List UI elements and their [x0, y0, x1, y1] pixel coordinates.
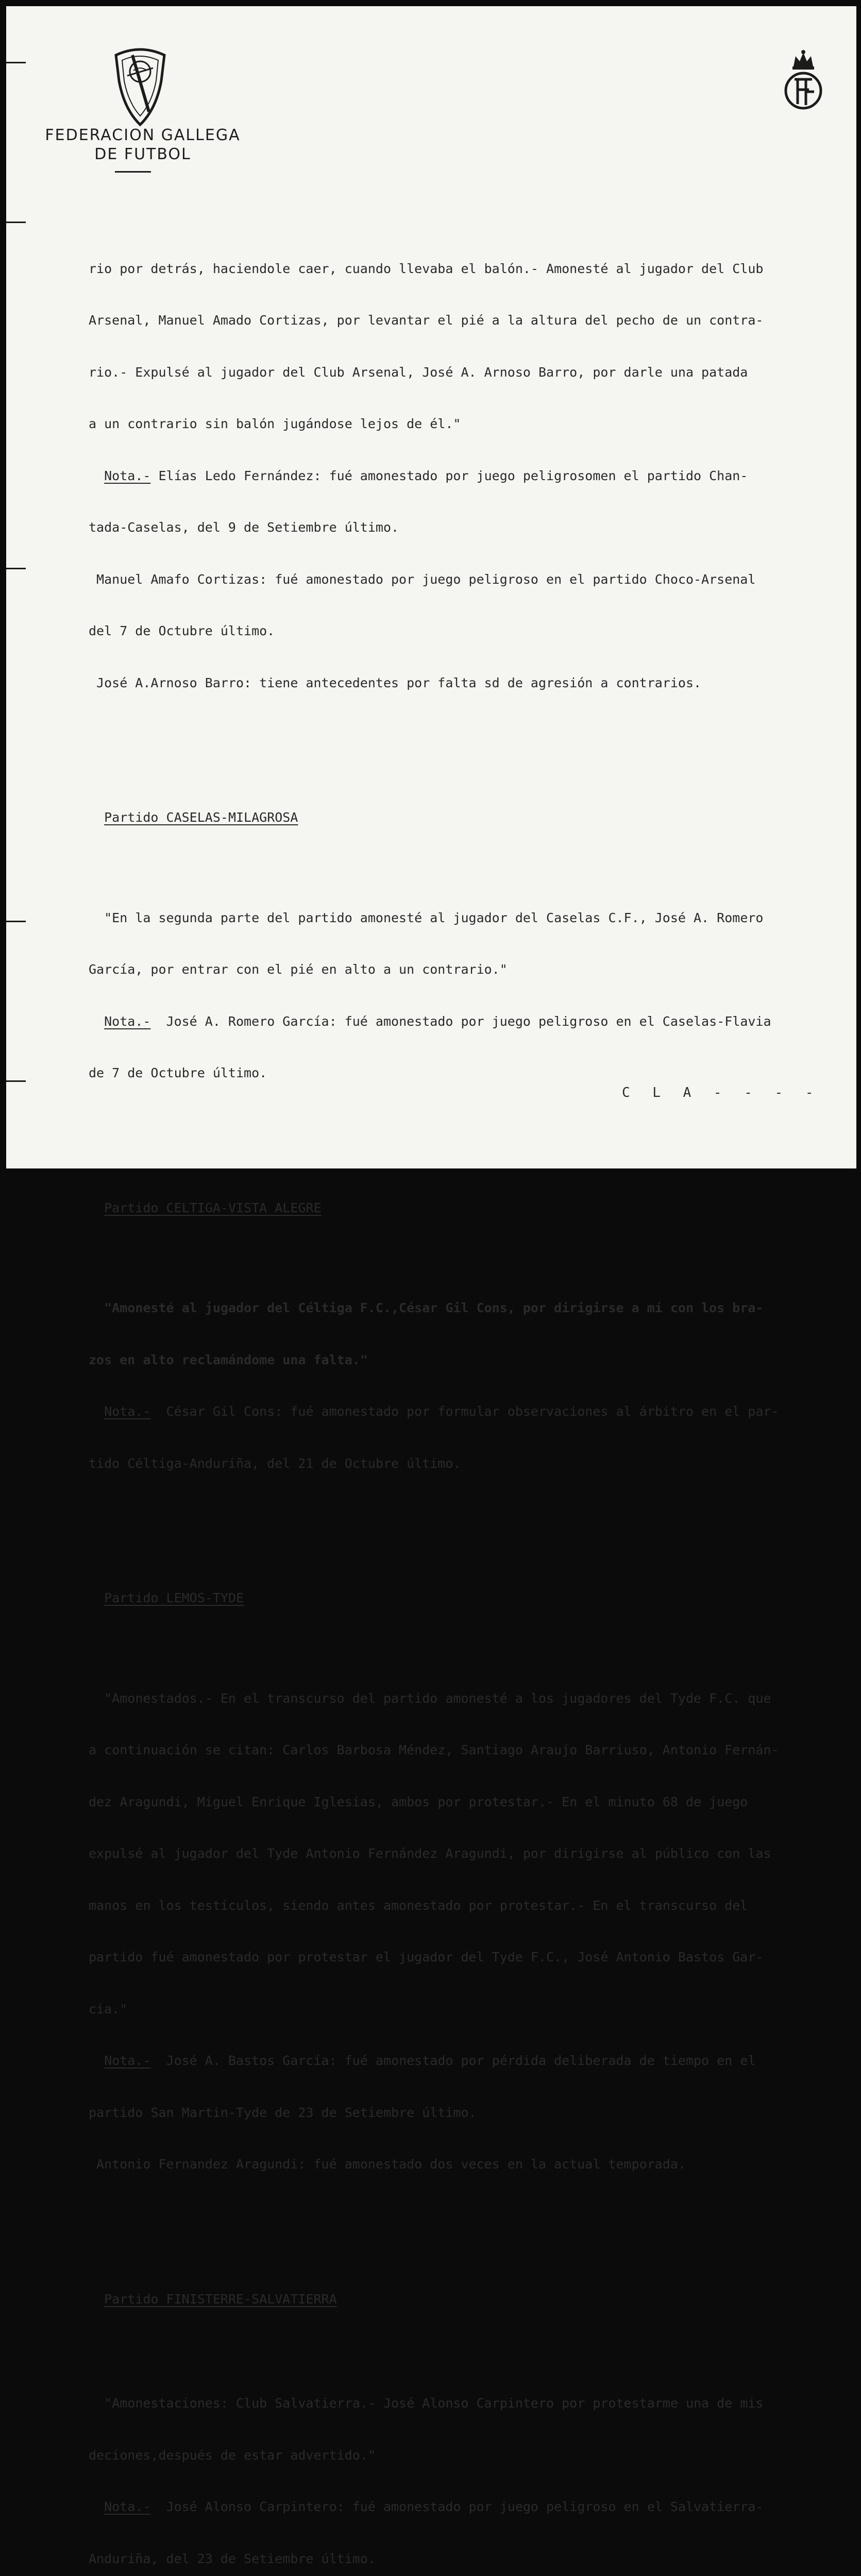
org-line-2: DE FUTBOL [94, 145, 191, 163]
text-line: Antonio Fernandez Aragundi: fué amonestado dos veces en la actual temporada. [89, 2157, 686, 2172]
nota-line: Nota.- José Alonso Carpintero: fué amonestado por juego peligroso en el Salvatierra- [104, 2499, 764, 2514]
header-rule [115, 171, 151, 173]
punch-mark [6, 568, 26, 569]
text-line: Anduriña, del 23 de Setiembre último. [89, 2551, 376, 2566]
section-title: Partido CASELAS-MILAGROSA [104, 810, 298, 825]
text-line: "En la segunda parte del partido amonesté al jugador del Caselas C.F., José A. Romero [104, 910, 764, 925]
nota-line: Nota.- José A. Bastos García: fué amonestado por pérdida deliberada de tiempo en el [104, 2053, 756, 2068]
text-line: deciones,después de estar advertido." [89, 2447, 376, 2463]
text-line: zos en alto reclamándome una falta." [89, 1352, 368, 1367]
org-line-1: FEDERACION GALLEGA [45, 126, 241, 144]
nota-label: Nota.- [104, 2499, 151, 2514]
document-body [89, 208, 856, 2576]
text-line: tido Céltiga-Anduriña, del 21 de Octubre último. [89, 1455, 461, 1471]
nota-label: Nota.- [104, 2053, 151, 2068]
nota-line: Nota.- José A. Romero García: fué amonestado por juego peligroso en el Caselas-Flavia [104, 1013, 771, 1029]
federation-name [35, 126, 251, 173]
text-line: Manuel Amafo Cortizas: fué amonestado por juego peligroso en el partido Choco-Arsenal [89, 571, 756, 587]
text-line: Arsenal, Manuel Amado Cortizas, por levantar el pié a la altura del pecho de un contra- [89, 313, 764, 328]
text-line: partido San Martin-Tyde de 23 de Setiembre último. [89, 2105, 477, 2120]
section-title: Partido CELTIGA-VISTA ALEGRE [104, 1200, 322, 1215]
text-line: expulsé al jugador del Tyde Antonio Fernández Aragundi, por dirigirse al público con las [89, 1846, 771, 1861]
punch-mark [6, 62, 26, 63]
text-line: García, por entrar con el pié en alto a un contrario." [89, 962, 508, 977]
text-line: a un contrario sin balón jugándose lejos de él." [89, 416, 461, 431]
nota-label: Nota.- [104, 1404, 151, 1419]
text-line: rio por detrás, haciendole caer, cuando llevaba el balón.- Amonesté al jugador del Club [89, 261, 764, 276]
text-line: de 7 de Octubre último. [89, 1065, 267, 1080]
document-page [6, 6, 856, 2566]
text-line: cia." [89, 2001, 128, 2016]
nota-label: Nota.- [104, 468, 151, 483]
text-line: "Amonestaciones: Club Salvatierra.- José Alonso Carpintero por protestarme una de mis [104, 2396, 764, 2411]
punch-mark [6, 1080, 26, 1082]
nota-label: Nota.- [104, 1013, 151, 1029]
text-line: manos en los testículos, siendo antes amonestado por protestar.- En el transcurso del [89, 1897, 748, 1913]
footer-code: C L A - - - - [622, 1085, 821, 1100]
punch-mark [6, 921, 26, 922]
federation-shield-emblem-icon [112, 45, 168, 127]
text-line: dez Aragundi, Miguel Enrique Iglesias, ambos por protestar.- En el minuto 68 de juego [89, 1794, 748, 1809]
text-line: "Amonestados.- En el transcurso del partido amonesté a los jugadores del Tyde F.C. que [104, 1690, 771, 1706]
section-title: Partido LEMOS-TYDE [104, 1590, 244, 1605]
text-line: del 7 de Octubre último. [89, 623, 275, 638]
nota-line: Nota.- Elías Ledo Fernández: fué amonestado por juego peligrosomen el partido Chan- [104, 468, 748, 483]
text-line: a continuación se citan: Carlos Barbosa Méndez, Santiago Araujo Barriuso, Antonio Fernán- [89, 1742, 779, 1757]
text-line: José A.Arnoso Barro: tiene antecedentes por falta sd de agresión a contrarios. [89, 675, 702, 690]
text-line: partido fué amonestado por protestar el jugador del Tyde F.C., José Antonio Bastos Gar- [89, 1950, 764, 1964]
punch-mark [6, 222, 26, 223]
royal-crown-fef-emblem-icon [779, 48, 828, 113]
text-line: tada-Caselas, del 9 de Setiembre último. [89, 520, 399, 535]
text-line: "Amonesté al jugador del Céltiga F.C.,César Gil Cons, por dirigirse a mí con los bra- [104, 1300, 764, 1315]
text-line: rio.- Expulsé al jugador del Club Arsenal, José A. Arnoso Barro, por darle una patada [89, 364, 748, 380]
nota-line: Nota.- César Gil Cons: fué amonestado por formular observaciones al árbitro en el par- [104, 1404, 779, 1419]
section-title: Partido FINISTERRE-SALVATIERRA [104, 2291, 337, 2307]
